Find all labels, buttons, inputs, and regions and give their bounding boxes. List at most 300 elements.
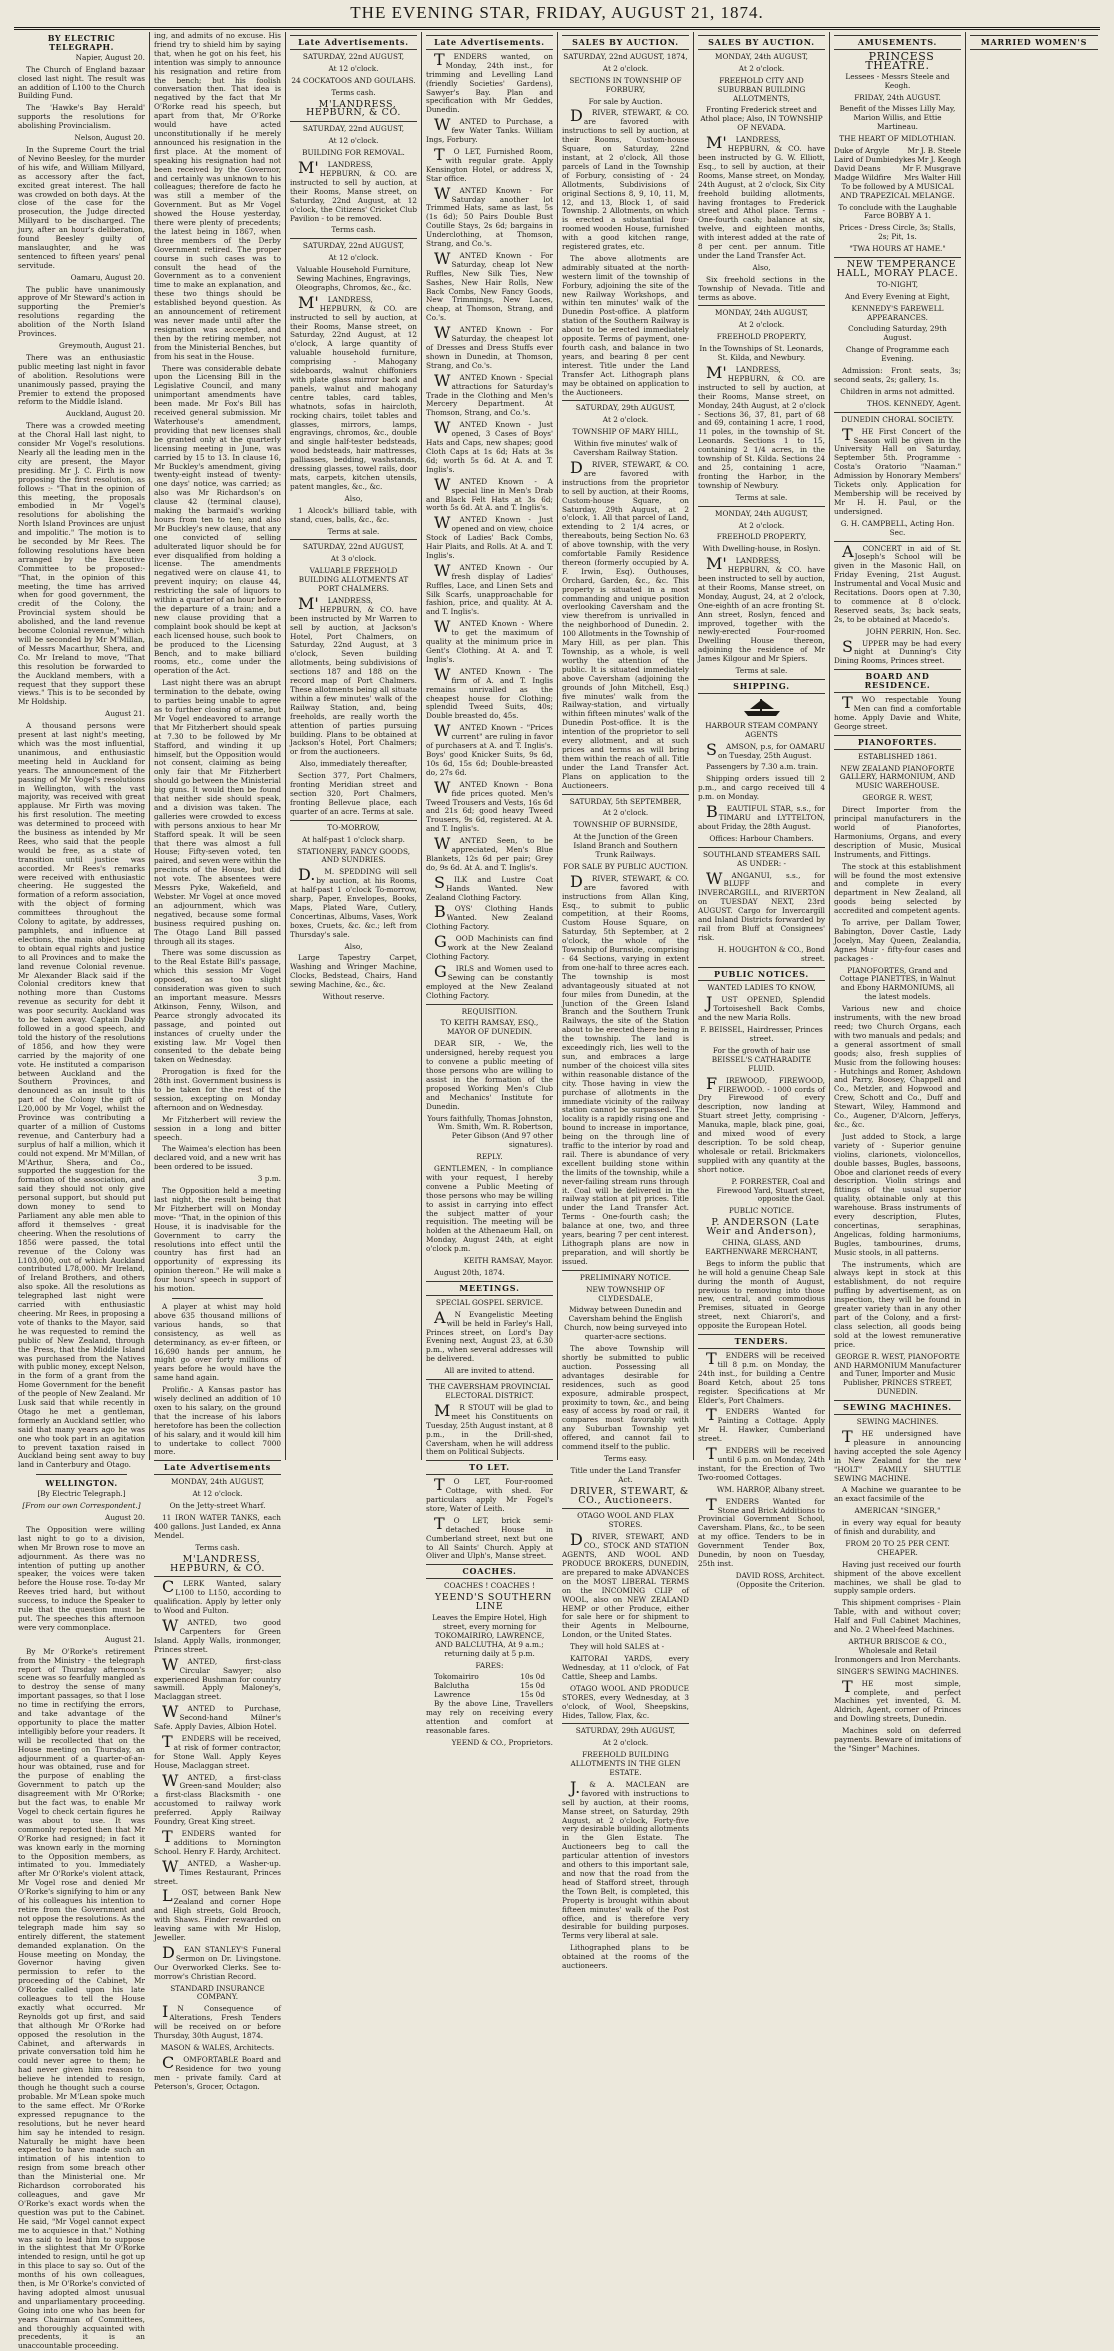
ad-heading: STANDARD INSURANCE COMPANY. [170, 1983, 265, 2002]
ad-date: MONDAY, 24th AUGUST, [171, 1477, 264, 1487]
news-paragraph: The Waimea's election has been declared void, and a new writ has been ordered to be issued. [154, 1144, 281, 1172]
ad-time: At 2 o'clock. [602, 808, 649, 818]
ad-signature: Yours faithfully, Thomas Johnston, Wm. Smith, Wm. R. Robertson, Peter Gibson (And 97 other signatures). [427, 1113, 553, 1150]
column-3 [286, 32, 422, 1460]
ad-signature: JOHN PERRIN, Hon. Sec. [866, 626, 961, 636]
cast-role: Laird of Dumbiedykes [834, 154, 916, 164]
ad-title: KENNEDY'S FAREWELL APPEARANCES. [851, 303, 944, 322]
ad-terms: Terms cash. [331, 225, 376, 235]
divider [36, 1474, 127, 1475]
ad-time: At 3 o'clock. [330, 554, 377, 564]
classified-ad: BOYS' Clothing Hands Wanted. New Zealand Clothing Factory. [426, 902, 553, 932]
ad-title: "TWA HOURS AT HAME." [849, 244, 946, 254]
ad-title: STATIONERY, FANCY GOODS, AND SUNDRIES. [296, 846, 411, 865]
ad-text: A Machine we guarantee to be an exact facsimile of the [834, 1485, 961, 1504]
column-2 [150, 31, 286, 2091]
column-1 [14, 32, 150, 2351]
ad-terms: Terms easy. [604, 1453, 647, 1463]
ad-title: SECTIONS IN TOWNSHIP OF FORBURY, [569, 75, 682, 94]
classified-ad: WANTED Known - Just opened, 3 Cases of Boys' Hats and Caps, new shapes; good Cloth Caps at 1s 6d; Hats at 3s 6d; worth 5s 6d. At A. and T. Inglis's. [426, 418, 553, 474]
ad-text: The stock at this establishment will be found the most extensive and complete in every department in New Zealand, all goods being selected by accredited and competent agents. [834, 861, 961, 916]
news-paragraph: The public have unanimously approve of Mr Steward's action in supporting the Premier's resolutions regarding the abolition of the North Island Provinces. [18, 284, 145, 339]
ad-sub: Change of Programme each Evening. [845, 345, 950, 364]
ad-signature: THOS. KENNEDY, Agent. [866, 398, 961, 408]
classified-ad: WANTED, first-class Circular Sawyer; also experienced Bushman for country sawmill. Apply Maloney's, Maclaggan street. [154, 1654, 281, 1702]
ad-text: Leaves the Empire Hotel, High street, every morning for TOKOMAIRIRO, LAWRENCE, AND BALCLUTHA, At 9 a.m.; returning daily at 5 p.m. [432, 1613, 547, 1658]
ad-text: Machines sold on deferred payments. Beware of imitations of the "Singer" Machines. [834, 1726, 961, 1753]
classified-ad: WANTED, a Washer-up. Times Restaurant, Princes street. [154, 1856, 281, 1886]
ad-place: On the Jetty-street Wharf. [169, 1501, 266, 1511]
ad-title: TOWNSHIP OF BURNSIDE, [573, 820, 678, 830]
ad-firm: M'LANDRESS, HEPBURN, & CO. [170, 1553, 265, 1574]
ad-signature: GEORGE R. WEST, PIANOFORTE AND HARMONIUM Manufacturer and Tuner, Importer and Music Publisher, PRINCES STREET, DUNEDIN. [834, 1351, 961, 1397]
classified-ad: TENDERS will be received till 8 p.m. on Monday, the 24th inst., for building a Centre Board Ketch, about 25 tons register. Specifications at Mr Elder's, Port Chalmers. [698, 1349, 825, 1405]
ad-heading: REQUISITION. [461, 1006, 518, 1016]
ad-title: YEEND'S SOUTHERN LINE [434, 1592, 553, 1613]
section-heading: BOARD AND RESIDENCE. [834, 669, 961, 693]
ad-text: By the above Line, Travellers may rely on receiving every attention and comfort at reasonable fares. [426, 1699, 553, 1735]
ad-sub: At the Junction of the Green Island Branch and Southern Trunk Railways. [573, 832, 678, 860]
ad-signature: P. FORRESTER, Coal and Firewood Yard, Stuart street, opposite the Gaol. [716, 1176, 825, 1204]
ad-sub: Fronting Frederick street and Athol place; Also, IN TOWNSHIP OF NEVADA. [700, 105, 823, 133]
news-paragraph: Prolific.- A Kansas pastor has wisely declined an addition of 10 oxen to his salary, on the ground that the increase of his labors heretofore has been the collection of his salary, and it would kill him to undertake to collect 7000 more. [154, 1385, 281, 1457]
classified-ad: WANTED Known - Special attractions for Saturday's Trade in the Clothing and Men's Mercery Department. At Thomson, Strang, and Co.'s. [426, 370, 553, 418]
ad-text: Direct Importer from the principal manufacturers in the world of Pianofortes, Harmoniums, Organs, and every description of Music, Musical Instruments, and Fittings. [834, 805, 961, 859]
ad-text: To arrive, per Dallam Tower, Babington, Dover Castle, Lady Jocelyn, May Queen, Zealandia, Agnes Muir - fifty-four cases and packages - [834, 918, 961, 963]
cast-role: Duke of Argyle [834, 146, 890, 156]
ad-text: THE most simple, complete, and perfect Machines yet invented, G. M. Aldrich, Agent, corner of Princes and Dowling streets, Dunedin. [834, 1676, 961, 1724]
ad-text: 11 IRON WATER TANKS, each 400 gallons. Just Landed, ex Anna Mendel. [154, 1513, 281, 1540]
ad-heading: COACHES ! COACHES ! [443, 1581, 536, 1591]
ad-date: TO-MORROW, [327, 822, 380, 832]
section-heading: Late Advertisements [154, 1460, 281, 1475]
fare-price: 15s 0d [520, 1690, 545, 1700]
classified-ad: TENDERS will be received, at risk of former contractor, for Stone Wall. Apply Keyes House, Maclaggan street. [154, 1731, 281, 1770]
ad-text: WANGANUI, s.s., for BLUFF and INVERCARGILL, and RIVERTON on TUESDAY NEXT, 23rd AUGUST. Cargo for Invercargill and Inland Districts forwarded by rail from Bluff at Consignees' risk. [698, 868, 825, 942]
ad-text: All are invited to attend. [444, 1366, 535, 1376]
ad-heading: SOUTHLAND STEAMERS SAIL AS UNDER: - [702, 849, 821, 868]
ad-title: Valuable Household Furniture, Sewing Machines, Engravings, Oleographs, Chromos, &c., &c. [295, 265, 412, 292]
classified-ad: SILK and Lustre Coat Hands Wanted. New Zealand Clothing Factory. [426, 872, 553, 902]
ad-text: MR STOUT will be glad to meet his Constituents on Tuesday, 25th August instant, at 8 p.m., in the Drill-shed, Caversham, when he will address them on Political Subjects. [426, 1400, 553, 1457]
section-heading: SALES BY AUCTION. [562, 35, 689, 50]
columns [14, 31, 1102, 2351]
ad-title: SPECIAL GOSPEL SERVICE. [435, 1297, 544, 1307]
cast-role: Madge Wildfire [834, 172, 892, 182]
ad-date: SATURDAY, 29th AUGUST, [575, 1726, 676, 1736]
news-paragraph: ing, and admits of no excuse. His friend try to shield him by saying that, when he got on his feet, his intention was simply to announce his resignation and retire from the bench; but his foolish conversation then. That idea is negatived by the fact that Mr O'Rorke read his speech, but apart from that, Mr O'Rorke would have acted unconstitutionally if he merely announced his resignation in the first place. At the moment of speaking his resignation had not been received by the Governor, and certainly was unknown to his colleagues; therefore de facto he was still a member of the Government. But as Mr Vogel showed the House yesterday, there were plenty of precedents; the latest being in 1867, when three members of the Derby Government retired. The proper course in such cases was to consult the head of the Government as to a convenient time to make an explanation, and these two things should be established beyond question. As an announcement of retirement was never made until after the resignation was accepted, and then by the retiring member, not from the Ministerial Benches, but from his seat in the House. [154, 31, 281, 361]
divider [834, 412, 961, 413]
fare-price: 15s 0d [520, 1681, 545, 1691]
ad-heading: PUBLIC NOTICE. [728, 1206, 795, 1216]
ad-text: Prices - Dress Circle, 3s; Stalls, 2s; Pit, 1s. [839, 223, 956, 242]
ad-date: FRIDAY, 24th AUGUST. [854, 92, 941, 102]
classified-ad: TENDERS Wanted for Painting a Cottage. Apply Mr H. Hawker, Cumberland street. [698, 1405, 825, 1444]
classified-ad: WANTED Known - For Saturday, cheap lot New Ruffles, New Silk Ties, New Sashes, New Hair Rolls, New Back Combs, New Fancy Goods, New Trimmings, New Laces, cheap, at Thomson, Strang, and Co.'s. [426, 248, 553, 323]
ad-title: FREEHOLD PROPERTY, [716, 532, 807, 542]
ad-date: TO-NIGHT, [876, 279, 919, 289]
section-heading: TO LET. [426, 1460, 553, 1475]
ad-sub: With Dwelling-house, in Roslyn. [702, 544, 821, 554]
classified-ad: TO LET, brick semi-detached House in Cumberland street, next but one to All Saints' Church. Apply at Oliver and Ulph's, Manse street. [426, 1513, 553, 1561]
ad-signature: ARTHUR BRISCOE & CO., Wholesale and Retail Ironmongers and Iron Merchants. [834, 1637, 961, 1664]
ad-terms: Terms at sale. [735, 492, 788, 502]
ad-text: M'LANDRESS, HEPBURN, & CO. have been instructed by Mr Warren to sell by auction, at Jackson's Hotel, Port Chalmers, on Saturday, 22nd August, at 3 o'clock, Seven building allotments, being subdivisions of sections 187 and 188 on the record map of Port Chalmers. These allotments being all situate within a few minutes' walk of the Railway Station, and, being freeholds, are really worth the attention of parties pursuing building. Plans to be obtained at Jackson's Hotel, Port Chalmers; or from the auctioneers. [290, 593, 417, 757]
ad-text: Passengers by 7.30 a.m. train. [706, 762, 819, 772]
ad-time: At 2 o'clock. [738, 520, 785, 530]
classified-ad: GOOD Machinists can find work at the New Zealand Clothing Factory. [426, 932, 553, 961]
ad-title: FROM 20 TO 25 PER CENT. CHEAPER. [845, 1538, 950, 1557]
ad-sub: Benefit of the Misses Lilly May, Marion Willis, and Ettie Martineau. [839, 104, 956, 132]
divider [172, 1298, 263, 1299]
ad-text: M'LANDRESS, HEPBURN, & CO. are instructed to sell by auction, at their Rooms, Manse street, on Saturday, 22nd August, at 12 o'clock, A large quantity of valuable household furniture, comprising - Mahogany sideboards, walnut chiffoniers with plate glass mirror back and panels, walnut and mahogany centre tables, card tables, whatnots, sofas in haircloth, rocking chairs, toilet tables and glasses, mirrors, lamps, engravings, chromos, &c., double and single half-tester bedsteads, wood bedsteads, hair mattresses, palliasses, bedding, washstands, dressing glasses, towel rails, door mats, carpets, kitchen utensils, patent mangles, &c., &c. [290, 292, 417, 491]
ad-text: To be followed by A MUSICAL AND TRAPEZICAL MELANGE. [840, 181, 955, 200]
ad-title: NEW ZEALAND PIANOFORTE GALLERY, HARMONIUM, AND MUSIC WAREHOUSE. [839, 763, 956, 791]
ad-signature: DAVID ROSS, Architect. (Opposite the Criterion. [735, 1570, 825, 1589]
news-paragraph: In the Supreme Court the trial of Nevino Beesley, for the murder of his wife, and William Millyard, as accessory after the fact, excited great interest. The hall was crowded on both days. At the close of the case for the prosecution, the Judge directed Millyard to be discharged. The jury, after an hour's deliberation, found Beesley guilty of manslaughter, and he was sentenced to fifteen years' penal servitude. [18, 144, 145, 270]
fare-place: Tokomairiro [434, 1672, 479, 1682]
ad-terms: Without reserve. [322, 992, 385, 1002]
ad-heading: OTAGO WOOL AND FLAX STORES. [577, 1511, 674, 1530]
divider [698, 305, 825, 306]
ad-text: BEAUTIFUL STAR, s.s., for TIMARU and LYTTELTON, about Friday, the 28th August. [698, 802, 825, 831]
ad-time: At 2 o'clock. [738, 320, 785, 330]
ad-terms: Title under the Land Transfer Act. [570, 1465, 681, 1484]
divider [290, 539, 417, 540]
dateline: August 21. [105, 1634, 145, 1644]
dateline: Napier, August 20. [75, 52, 145, 62]
ad-terms: Terms cash. [195, 1542, 240, 1552]
cast-actor: Mrs Walter Hill [904, 172, 961, 182]
section-heading: SALES BY AUCTION. [698, 35, 825, 50]
ad-text: DEAR SIR, - We, the undersigned, hereby request you to convene a public meeting of those persons who are willing to assist in the formation of the proposed Working Men's Club and Mechanics' Institute for Dunedin. [426, 1039, 553, 1111]
classified-ad: WANTED Known - For Saturday, the cheapest lot of Dresses and Dress Stuffs ever shown in Dunedin, at Thomson, Strang, and Co.'s. [426, 323, 553, 370]
ad-text: AN Evangelistic Meeting will be held in Farley's Hall, Princes street, on Lord's Day Evening next, August 23, at 6.30 p.m., when several addresses will be delivered. [426, 1307, 553, 1364]
classified-ad: WANTED Known - For Saturday another lot Trimmed Hats, same as last, 5s (1s 6d); 50 Pairs Double Bust Coutille Stays, 2s 6d; bargains in Underclothing, at Thomson, Strang, and Co.'s. [426, 183, 553, 249]
ad-signature: WM. HARROP, Albany street. [716, 1484, 825, 1494]
classified-ad: CLERK Wanted, salary L100 to L150, according to qualification. Apply by letter only to Wood and Fulton. [154, 1577, 281, 1616]
section-heading: MARRIED WOMEN'S [970, 35, 1098, 50]
ad-text: SUPPER may be had every night at Dunning's City Dining Rooms, Princes street. [834, 636, 961, 666]
ad-text: Offices: Harbour Chambers. [709, 833, 814, 843]
ad-title: P. ANDERSON (Late Weir and Anderson), [706, 1217, 820, 1238]
ad-time: At 2 o'clock. [602, 415, 649, 425]
ad-text: OTAGO WOOL AND PRODUCE STORES, every Wednesday, at 3 o'clock, of Wool, Sheepskins, Hides, Tallow, Flax, &c. [562, 1683, 689, 1720]
classified-ad: WANTED to Purchase, Second-hand Milner's Safe. Apply Davies, Albion Hotel. [154, 1702, 281, 1732]
divider [562, 400, 689, 401]
ad-text: Large Tapestry Carpet, Washing and Wringer Machine, Clocks, Bedstead, Chairs, Hand sewing Machine, &c., &c. [290, 953, 417, 990]
divider [698, 506, 825, 507]
ad-heading: SINGER'S SEWING MACHINES. [836, 1666, 959, 1676]
divider [562, 1270, 689, 1271]
ad-title: FREEHOLD PROPERTY, [716, 332, 807, 342]
ad-text: in every way equal for beauty of finish and durability, and [834, 1518, 961, 1537]
news-paragraph: A player at whist may hold above 635 thousand millions of various hands, so that consistency, as well as determinancy, as ev-er fifteen, or 16,690 hands per annum, he might go over forty millions of years before he would have the same hand again. [154, 1301, 281, 1383]
ad-sub: Midway between Dunedin and Caversham behind the English Church, now being surveyed into quarter-acre sections. [564, 1305, 687, 1342]
ad-title: FREEHOLD CITY AND SUBURBAN BUILDING ALLOTMENTS, [717, 75, 806, 103]
classified-ad: WANTED Known - Our fresh display of Ladies' Ruffles, Lace, and Linen Sets and Silk Scarfs, unapproachable for fashion, price, and quality. At A. and T. Inglis's. [426, 560, 553, 617]
hall-name: NEW TEMPERANCE HALL, MORAY PLACE. [836, 259, 959, 279]
ad-date: SATURDAY, 5th SEPTEMBER, [569, 796, 682, 806]
news-paragraph: There was some discussion as to the Real Estate Bill's passage, which this session Mr Vogel opposed, as too slight consideration was given to such an important measure. Messrs Atkinson, Fenny, Wilson, and Pearce strongly advocated its passage, and pointed out instances of cruelty under the existing law. Mr Vogel then consented to the debate being taken on Wednesday. [154, 948, 281, 1065]
ad-time: At 12 o'clock. [328, 136, 379, 146]
masthead-rule [14, 27, 1100, 28]
ad-text: KAITORAI YARDS, every Wednesday, at 11 o'clock, of Fat Cattle, Sheep and Lambs. [562, 1654, 689, 1681]
ad-text: Having just received our fourth shipment of the above excellent machines, we shall be glad to supply sample orders. [834, 1559, 961, 1596]
ad-heading: REPLY. [476, 1152, 503, 1162]
ad-also: Also, immediately thereafter, [299, 759, 408, 769]
ad-title: THE HEART OF MIDLOTHIAN. [839, 134, 956, 144]
ad-text: Just added to Stock, a large variety of - Superior genuine violins, clarionets, violoncellos, double basses, Bugles, bassoons, Oboe and clarionet reeds of every description. Violin strings and fittings of the usual superior quality, obtainable only at this warehouse. Brass instruments of every description, Flutes, concertinas, seraphinas, Angelicas, folding harmoniums, Bugles, tambourines, drums, Music stools, in all patterns. [834, 1131, 961, 1257]
news-paragraph: The 'Hawke's Bay Herald' supports the resolutions for abolishing Provincialism. [18, 103, 145, 131]
classified-ad: WANTED Known - A special line in Men's Drab and Black Felt Hats at 3s 6d; worth 5s 6d. At A. and T. Inglis's. [426, 474, 553, 513]
ad-time: At 2 o'clock. [602, 63, 649, 73]
divider [562, 1508, 689, 1509]
ad-date: MONDAY, 24th AUGUST, [715, 508, 808, 518]
ad-sub: Within five minutes' walk of Caversham Railway Station. [573, 439, 678, 458]
column-4 [422, 32, 558, 1747]
dateline: August 21. [105, 709, 145, 719]
ad-time: At half-past 1 o'clock sharp. [302, 834, 405, 844]
classified-ad: DEAN STANLEY'S Funeral Sermon on Dr. Livingstone. Our Overworked Clerks. See to-morrow's Christian Record. [154, 1942, 281, 1981]
ad-time: At 2 o'clock. [738, 63, 785, 73]
ad-text: Begs to inform the public that he will hold a genuine Cheap Sale during the month of August, previous to removing into those new, central, and commodious Premises, situated in George street, next Chiarori's, and opposite the European Hotel. [698, 1258, 825, 1331]
ad-date: SATURDAY, 22nd AUGUST, 1874, [563, 51, 688, 61]
news-paragraph: Mr Fitzherbert will review the session in a long and bitter speech. [154, 1114, 281, 1142]
news-paragraph: The Opposition held a meeting last night, the result being that Mr Fitzherbert will on Monday move- "That, in the opinion of this House, it is inadvisable for the Government to carry the resolutions into effect until the country has first had an opportunity of expressing its opinion thereon." He will make a four hours' speech in support of his motion. [154, 1186, 281, 1294]
ad-text: The instruments, which are always kept in stock at this establishment, do not require puffing by advertisement, as on inspection, they will be found in greater variety than in any other part of the Colony, and a first-class selection, all goods being sold at the lowest remunerative price. [834, 1259, 961, 1349]
ad-firm: M'LANDRESS, HEPBURN, & CO. [306, 98, 401, 119]
ad-text: ACONCERT in aid of St. Joseph's School will be given in the Masonic Hall, on Friday Evening, 21st August. Instrumental and Vocal Music and Recitations. Doors open at 7.30, to commence at 8 o'clock. Reserved seats, 3s; back seats, 2s, to be obtained at Macedo's. [834, 541, 961, 624]
classified-ad: WANTED to Purchase, a few Water Tanks. William Ings, Forbury. [426, 115, 553, 145]
ad-date: MONDAY, 24th AUGUST, [715, 308, 808, 318]
divider [290, 121, 417, 122]
classified-ad: TENDERS wanted for additions to Mornington School. Henry F. Hardy, Architect. [154, 1827, 281, 1856]
fare-price: 10s 0d [520, 1672, 545, 1682]
classified-ad: WANTED Known - "Prices current" are ruling in favor of purchasers at A. and T. Inglis's. Boys' good Knicker Suits, 9s 6d, 10s 6d, 15s 6d; Double-breasted do, 27s 6d. [426, 721, 553, 777]
classified-ad: TENDERS Wanted for Stone and Brick Additions to Provincial Government School, Caversham. Plans, &c., to be seen at my office. Tenders to be in Government Tender Box, Dunedin, by noon on Tuesday, 25th inst. [698, 1494, 825, 1568]
ad-text: DRIVER, STEWART, AND CO., STOCK AND STATION AGENTS, AND WOOL AND PRODUCE BROKERS, DUNEDIN, are prepared to make ADVANCES on the MOST LIBERAL TERMS on the INCOMING CLIP of WOOL, also on NEW ZEALAND HEMP or other Produce, either for sale here or for shipment to their Agents in Melbourne, London, or the United States. [562, 1530, 689, 1640]
news-paragraph: There was a crowded meeting at the Choral Hall last night, to consider Mr Vogel's resolutions. Nearly all the leading men in the city are present, the Mayor presiding. Mr J. C. Firth is now proposing the first resolution, as follows :- "That in the opinion of this meeting, the proposals embodied in Mr Vogel's resolutions for abolishing the North Island Provinces are unjust and impolitic." The motion is to be seconded by Mr Rees. The following resolutions have been arranged by the Executive Committee to be proposed:- "That, in the opinion of this meeting, the time has arrived when for good government, the credit of the Colony, the Provincial system should be abolished, and the land revenue become Colonial revenue," which will be seconded by Mr M'Millan, of Messrs Macarthur, Shera, and Co. Mr Ireland to move, "That this resolution be forwarded to the Auckland members, with a request that they support these views." This is to be seconded by Mr Holdship. [18, 421, 145, 707]
news-paragraph: A thousand persons were present at last night's meeting, which was the most influential, unanimous, and enthusiastic meeting held in Auckland for years. The announcement of the passing of Mr Vogel's resolutions in Wellington, with the vast majority, was received with great applause. Mr Firth was moving his first resolution. The meeting was determined to proceed with the business as intended by Mr Rees, who said that the people would be free, as a state of transition until justice was accorded. Mr Rees's remarks were received with enthusiastic cheering. He suggested the formation of a reform association, with the object of forming committees throughout the Colony to agitate, by addresses, pamphlets, and influence at elections, the main object being to obtain equal rights and justice to all Provinces and to make the land revenue Colonial revenue. Mr Alexander Black said if the Colonial creditors knew that nothing more than Customs revenue as security for debt it was poor security. Auckland was to be taken away. Captain Daldy followed in a good speech, and told the history of the resolutions of 1856, and how they were carried by the majority of one vote. He instituted a comparison between Auckland and the Southern Provinces, and denounced as an insult to this part of the Colony the gift of L20,000 by Mr Vogel, whilst the Province was contributing a quarter of a million of Customs revenue, and Canterbury had a surplus of half a million, which it could not expend. Mr M'Millan, of M'Arthur, Shera, and Co., supported the suggestion for the formation of the association, and said they should not only give personal support, but should put down money to send to Parliament any able men able to afford it themselves - great cheering. When the resolutions of 1856 were passed, the total revenue of the Colony was L103,000, out of which Auckland contributed L78,000. Mr Ireland, of Ireland Brothers, and others also spoke. All the resolutions as telegraphed last night were carried with enthusiastic cheering. Mr Rees, in proposing a vote of thanks to the Mayor, said he was requested to remind the public of New Zealand, through the Press, that the Middle Island was purchased from the Natives with public money, except Nelson, in the form of a grant from the Home Government for the benefit of the people of New Zealand. Mr Lusk said that while recently in Otago he met a gentleman, formerly an Auckland settler, who said that many years ago he was one who took part in an agitation to prevent taxation raised in Auckland being sent away to buy land in Canterbury and Otago. [18, 721, 145, 1470]
ad-text: DRIVER, STEWART, & CO. are favored with instructions from Allan King, Esq., to submit to public competition, at their Rooms, Custom House Square, on Saturday, 5th September, at 2 o'clock, the whole of the Township of Burnside, comprising - 64 Sections, varying in extent from one-half to three acres each. The township is most advantageously situated at not four miles from Dunedin, at the Junction of the Green Island Branch and the Southern Trunk Railways, the site of the Station about to be erected there being in the township. The land is exceedingly rich, lies well to the sun, and embraces a large number of the choicest villa sites within reasonable distance of the city. Those having in view the purchase of allotments in the immediate vicinity of the railway station cannot be surpassed. The locality is a rapidly rising one and bound to increase in importance, being on the through line of traffic to the interior by road and rail. There is abundance of very excellent building stone within the limits of the township, while a never-failing stream runs through it. Coal will be delivered in the railway station at pit prices. Title under the Land Transfer Act. Terms - One-fourth cash; the balance at one, two, and three years, bearing 7 per cent interest. Lithograph plans are now in preparation, and will shortly be issued. [562, 871, 689, 1266]
ad-text: THE undersigned have pleasure in announcing having accepted the sole Agency in New Zealand for the new "HOLT" FAMILY SHUTTLE SEWING MACHINE. [834, 1426, 961, 1483]
ad-text: They will hold SALES at - [570, 1642, 665, 1652]
classified-ad: WANTED, a first-class Green-sand Moulder; also a first-class Blacksmith - one accustomed to railway work preferred. Apply Railway Foundry, Great King street. [154, 1770, 281, 1827]
ad-text: GENTLEMEN, - In compliance with your request, I hereby convene a Public Meeting of those persons who may be willing to assist in carrying into effect the subject matter of your requisition. The meeting will be holden at the Athenaeum Hall, on Monday, August 24th, at eight o'clock p.m. [426, 1164, 553, 1254]
section-heading: WELLINGTON. [45, 1478, 118, 1489]
ad-time: At 12 o'clock. [192, 1489, 243, 1499]
dateline: August 20. [105, 1513, 145, 1522]
ad-text: 1 Alcock's billiard table, with stand, cues, balls, &c., &c. [290, 505, 417, 524]
ad-time: At 12 o'clock. [328, 253, 379, 263]
ad-text: Section 377, Port Chalmers, fronting Meridian street and section 320, Port Chalmers, fronting Bellevue place, each quarter of an acre. Terms at sale. [290, 771, 417, 816]
ad-terms: Terms cash. [331, 87, 376, 97]
ad-title: TOWNSHIP OF MARY HILL, [572, 427, 679, 437]
fare-place: Lawrence [434, 1690, 471, 1700]
ad-terms: Terms at sale. [327, 526, 380, 536]
masthead-rule-2 [14, 29, 1100, 30]
divider [698, 847, 825, 848]
ad-title: BUILDING FOR REMOVAL. [302, 148, 405, 158]
dateline: 3 p.m. [257, 1174, 281, 1184]
ad-date: August 20th, 1874. [434, 1268, 505, 1277]
dateline: Oamaru, August 20. [70, 272, 145, 282]
ad-heading: TO KEITH RAMSAY, ESQ., MAYOR OF DUNEDIN. [440, 1018, 539, 1037]
ad-signature: H. HOUGHTON & CO., Bond street. [717, 944, 825, 963]
ad-text: D.M. SPEDDING will sell by auction, at his Rooms, at half-past 1 o'clock To-morrow, sharp, Paper, Envelopes, Books, Maps, Plated Ware, Cutlery, Concertinas, Albums, Vases, Work boxes, Cruets, &c. &c.; left from Thursday's sale. [290, 865, 417, 939]
dateline: Auckland, August 20. [65, 409, 145, 419]
ad-text: Lithographed plans to be obtained at the rooms of the auctioneers. [562, 1943, 689, 1971]
section-heading: Late Advertisements. [426, 35, 553, 50]
ad-text: DRIVER, STEWART, & CO. are favored with instructions to sell by auction, at their Rooms, Custom-house Square, on Saturday, 22nd instant, at 2 o'clock, All those parcels of Land in the Township of Forbury, consisting of - 24 Allotments, Subdivisions of original Sections 8, 9, 10, 11, M, 12, and 13, Block 1, of said Township. 2 Allotments, on which is erected a substantial four-roomed wooden House, furnished with a good kitchen range, registered grates, etc. [562, 106, 689, 252]
ad-text: This shipment comprises - Plain Table, with and without cover; Half and Full Cabinet Machines, and No. 2 Wheel-feed Machines. [834, 1598, 961, 1635]
section-heading: PIANOFORTES. [834, 735, 961, 750]
classified-ad: WANTED Known - Just opened and on view, choice Stock of Ladies' Back Combs, Hair Plaits, and Rolls. At A. and T. Inglis's. [426, 513, 554, 560]
ad-text: Children in arms not admitted. [840, 386, 955, 396]
ad-heading: WANTED LADIES TO KNOW, [707, 983, 816, 993]
ad-firm: DRIVER, STEWART, & CO., Auctioneers. [570, 1485, 689, 1506]
news-paragraph: The Church of England bazaar closed last night. The result was an addition of L100 to the Church Building Fund. [18, 64, 145, 101]
section-heading: BY ELECTRIC TELEGRAPH. [47, 33, 116, 52]
ad-heading: DUNEDIN CHORAL SOCIETY. [841, 414, 954, 424]
ad-signature: F. BEISSEL, Hairdresser, Princes street. [700, 1025, 823, 1043]
news-paragraph: Last night there was an abrupt termination to the debate, owing to parties being unable to agree as to further closing of same, but Mr Vogel endeavored to arrange that Mr Fitzherbert should speak at 7.30 to be followed by Mr Stafford, and winding it up himself, but the Opposition would not consent, claiming as being only fair that Mr Fitzherbert should go between the Ministerial big guns. It would then be found that neither side should speak, and a division was taken. The galleries were crowded to excess with persons anxious to hear Mr Stafford speak. It will be seen that there was almost a full House; Fifty-seven voted, ten paired, and seven were within the precincts of the House, but did not vote. The absentees were Messrs Pyke, Wakefield, and Webster. Mr Vogel at once moved an adjournment, which was negatived, because some formal business required pushing on. The Otago Land Bill passed through all its stages. [154, 678, 281, 946]
ad-text: M'LANDRESS, HEPBURN, & CO. have been instructed by G. W. Elliott, Esq., to sell by auction, at their Rooms, Manse street, on Monday, 24th August, at 2 o'clock, Six City freehold building allotments, having frontages to Frederick street and Athol place. Terms - One-fourth cash; balance at six, twelve, and eighteen months, with interest added at the rate of 8 per cent. per annum. Title under the Land Transfer Act. [698, 133, 825, 260]
ad-sub: ESTABLISHED 1861. [858, 751, 937, 761]
ad-text: FIREWOOD, FIREWOOD, FIREWOOD. - 1000 cords of Dry Firewood of every description, now landing at Stuart street Jetty, comprising - Manuka, maple, black pine, goai, and mixed wood of every description. To be sold cheap, wholesale or retail. Brickmakers supplied with any quantity at the short notice. [698, 1073, 825, 1174]
section-subheading: [From our own Correspondent.] [22, 1501, 141, 1511]
fares-heading: FARES: [475, 1660, 504, 1670]
news-paragraph: Prorogation is fixed for the 28th inst. Government business is to be taken for the rest of the session, excepting on Monday afternoon and on Wednesday. [154, 1067, 281, 1112]
dateline: Greymouth, August 21. [59, 341, 145, 350]
section-heading: SEWING MACHINES. [834, 1400, 961, 1415]
section-heading: COACHES. [426, 1564, 553, 1579]
ad-also: Also, [752, 262, 771, 272]
ad-sub: In the Townships of St. Leonards, St. Kilda, and Newbury. [699, 344, 824, 363]
ad-heading: HARBOUR STEAM COMPANY AGENTS [705, 720, 818, 739]
ad-heading: GEORGE R. WEST, [862, 793, 933, 803]
ad-text: To conclude with the Laughable Farce BOBBY A 1. [838, 202, 957, 221]
section-heading: MEETINGS. [426, 1281, 553, 1296]
ad-sub: FOR SALE BY PUBLIC AUCTION. [563, 861, 688, 871]
theatre-name: PRINCESS THEATRE. [865, 49, 935, 72]
ad-time: At 12 o'clock. [328, 63, 379, 73]
section-heading: AMUSEMENTS. [834, 35, 961, 50]
classified-ad: LOST, between Bank New Zealand and corner Hope and High streets, Gold Brooch, with Shaws. Finder rewarded on leaving same with Mr Hislop, Jeweller. [154, 1886, 281, 1942]
ad-text: M'LANDRESS, HEPBURN, & CO. are instructed to sell by auction, at their Rooms, Manse street, on Monday, 24th August, at 2 o'clock - Sections 36, 37, 81, part of 68 and 69, containing 1 acre, 1 rood, 11 poles, in the township of St. Leonards. Sections 1 to 15, containing 2 1/4 acres, in the township of St. Kilda. Sections 24 and 25, containing 1 acre, fronting the Harbor, in the township of Newbury. [698, 363, 825, 490]
news-paragraph: By Mr O'Rorke's retirement from the Ministry - the telegraph report of Thursday afternoon's scene was so fearfully mangled as to destroy the sense of many important passages, so that I lose no time in rectifying the errors, and take advantage of the opportunity to place the matter intelligibly before your readers. It will be recollected that on the House meeting on Thursday, an adjournment of a quarter-of-an-hour was obtained, ruse and for the purpose of enabling the Government to patch up the disagreement with Mr O'Rorke; but the fact was, to enable Mr Vogel to check certain figures he was about to use. It was commonly reported then that Mr O'Rorke had resigned; in fact it was known early in the morning to the Opposition members, as intimated to you. Immediately after Mr O'Rorke's violent attack, Mr Vogel rose and denied Mr O'Rorke's signifying to him or any of his colleagues his intention to retire from the Government and not oppose the resolutions. As the telegraph made him say so entirely different, the statement demanded explanation. On the House meeting on Monday, the Governor having given permission to refer to the proceeding of the Cabinet, Mr O'Rorke called upon his late colleagues to tell the House exactly what occurred. Mr Reynolds got up first, and said that although Mr O'Rorke had opposed the resolution in the Cabinet, and afterwards in private conversation told him he could never agree to them; he had never given him reason to believe he intended to resign, though he thought such a course probable. Mr M'Lean spoke much to the same effect. Mr O'Rorke expressed repugnance to the resolutions, but he never heard him say he intended to resign. Naturally he might have been expected to have made such an intimation of his intention to resign from some breach other than the Ministerial one. Mr Richardson corroborated his colleagues, and gave Mr O'Rorke's exact words when the question was put to the Cabinet. He said, "Mr Vogel cannot expect me to acquiesce in that." Nothing was said to lead him to suppose in the slightest that Mr O'Rorke intended to resign, until he got up in this place to say so. Out of the months of his own colleagues, then, is Mr O'Rorke's convicted of having adopted almost unusual and unparliamentary proceeding. Going into one who has been for years Chairman of Committees, and thoroughly acquainted with precedents, it is an unaccountable proceeding. [18, 1646, 145, 2351]
classified-ad: WANTED Known - The firm of A. and T. Inglis remains unrivalled as the cheapest house for Clothing; splendid Tweed Suits, 40s; Double breasted do, 45s. [426, 664, 553, 721]
ad-date: MONDAY, 24th AUGUST, [715, 51, 808, 61]
ad-signature: KEITH RAMSAY, Mayor. [463, 1256, 553, 1266]
classified-ad: WANTED Seen, to be appreciated, Men's Blue Blankets, 12s 6d per pair; Grey do, 9s 6d. At A. and T. Inglis's. [426, 834, 553, 872]
ad-text: Various new and choice instruments, with the new broad reed; two Church Organs, each with two manuals and pedals; and a general assortment of small goods; also, fresh supplies of Music from the following houses: - Hutchings and Romer, Ashdown and Parry, Boosey, Chappell and Co., Metzler, and Hopwood and Crew, Schott and Co., Duff and Stewart, Wiley, Hammond and Co., Augener, D'Alcorn, Jefferys, &c., &c. [834, 1004, 961, 1129]
classified-ad: COMFORTABLE Board and Residence for two young men - private family. Card at Peterson's, Grocer, Octagon. [154, 2052, 281, 2091]
cast-actor: Mr J. B. Steele [907, 146, 961, 156]
ad-title: THE CAVERSHAM PROVINCIAL ELECTORAL DISTRICT. [428, 1382, 551, 1400]
ad-text: THE First Concert of the Season will be given in the University Hall on Saturday, September 5th. Programme - Costa's Oratorio "Naaman." Admission by Honorary Members' Tickets only. Application for Membership will be received by Mr H. H. Paul, or the undersigned. [834, 424, 961, 516]
ad-text: J.& A. MACLEAN are favored with instructions to sell by auction, at their rooms, Manse street, on Saturday, 29th August, at 2 o'clock, Forty-five very desirable building allotments in the Glen Estate. The Auctioneers beg to call the particular attention of investors and others to this important sale, and now that the road from the head of Stafford street, through the Town Belt, is completed, this Property is brought within about fifteen minutes' walk of the Post office, and is therefore very desirable for building purposes. Terms very liberal at sale. [562, 1777, 689, 1941]
ad-text: TWO respectable Young Men can find a comfortable home. Apply Davie and White, George street. [834, 693, 961, 731]
ad-text: DRIVER, STEWART, & CO. are favored with instructions from the proprietor to sell by auction, at their Rooms, Custom-house Square, on Saturday, 29th August, at 2 o'clock, 1. All that parcel of Land, extending to 2 1/4 acres, or thereabouts, being Section No. 63 of above township, with the very comfortable Family Residence thereon (formerly occupied by A. F. Irwin, Esq). Outhouses, Orchard, Garden, &c., &c. This property is situated in a most commanding and unique position overlooking Caversham and the view therefrom is unrivalled in the neighborhood of Dunedin. 2. 100 Allotments in the Township of Mary Hill, as per plan. This Township, as a whole, is well worthy the attention of the public. It is situated immediately above Caversham (adjoining the grounds of John Mitchell, Esq.) five minutes' walk from the Railway-station, and virtually within fifteen minutes' walk of the Dunedin Post-office. It is the intention of the proprietor to sell every allotment, and at such prices and terms as will bring them within the reach of all. Title under the Land Transfer Act. Plans on application to the Auctioneers. [562, 457, 689, 790]
ad-text: Admission: Front seats, 3s; second seats, 2s; gallery, 1s. [834, 366, 961, 384]
cast-actor: Mr J. Keogh [917, 154, 961, 164]
ad-title: FREEHOLD BUILDING ALLOTMENTS IN THE GLEN ESTATE. [570, 1750, 681, 1778]
section-heading: Late Advertisements. [290, 35, 417, 50]
fare-place: Balclutha [434, 1681, 470, 1691]
ad-text: PIANOFORTES, Grand and Cottage PIANETTES, in Walnut and Ebony HARMONIUMS, all the latest models. [839, 965, 956, 1002]
classified-ad: TO LET, Furnished Room, with regular grate. Apply Kensington Hotel, or address X, Star office. [426, 144, 553, 183]
ad-text: JUST OPENED, Splendid Tortoiseshell Back Combs, and the new Maria Rolls. [698, 993, 825, 1023]
cast-role: David Deans [834, 163, 881, 173]
news-paragraph: There was considerable debate upon the Licensing Bill in the Legislative Council, and many unimportant amendments have been made. Mr Fox's Bill has received general submission. Mr Waterhouse's amendment, providing that new licenses shall be granted only at the quarterly licensing meeting in June, was carried by 15 to 13. In clause 16, Mr Buckley's amendment, giving twenty-eight instead of twenty-one days' notice, was carried; as also was Mr Richardson's on clause 42 (terminal clause), making the barmaid's working hours from ten to ten; and also Mr Buckley's new clause, that any one convicted of selling adulterated liquor should be for ever disqualified from holding a license. The amendments negatived were on clause 41, to prevent inquiry; on clause 44, restricting the sale of liquors to within a quarter of an hour before the departure of a train; and a new clause providing that a complaint book should be kept at each licensed house, such book to be produced to the Licensing Bench, and to make billiard rooms, etc., come under the operation of the Act. [154, 363, 281, 676]
ad-text: M'LANDRESS, HEPBURN, & CO. have been instructed to sell by auction, at their Rooms, Manse street, on Monday, August, 24, at 2 o'clock, One-eighth of an acre fronting St. Ann street, Roslyn, fenced and improved, together with the newly-erected Four-roomed Dwelling House thereon, adjoining the residence of Mr James Kilgour and Mr Spiers. [698, 554, 825, 664]
section-heading: TENDERS. [698, 1334, 825, 1349]
classified-ad: TO LET, Four-roomed Cottage, with shed. For particulars apply Mr Fogel's store, Water of Leith. [426, 1475, 553, 1513]
classified-ad: IN Consequence of Alterations, Fresh Tenders will be received on or before Thursday, 30th August, 1874. [154, 2002, 281, 2041]
ad-signature: G. H. CAMPBELL, Acting Hon. Sec. [840, 518, 955, 537]
ad-text: Six freehold sections in the Township of Nevada. Title and terms as above. [698, 274, 825, 302]
ad-title: AMERICAN "SINGER," [854, 1506, 941, 1516]
column-6 [694, 32, 830, 1589]
ad-heading: PRELIMINARY NOTICE. [579, 1272, 672, 1282]
ship-icon [698, 697, 825, 720]
classified-ad: WANTED Known - Bona fide prices quoted. Men's Tweed Trousers and Vests, 16s 6d and 21s 6d; good heavy Tweed Trousers, 9s 6d, registered. At A. and T. Inglis's. [426, 777, 553, 834]
ad-text: The above allotments are admirably situated at the north-western limit of the township of Forbury, adjoining the site of the new Railway Workshops, and within ten minutes' walk of the Dunedin Post-office. A platform station of the Southern Railway is about to be erected immediately opposite. Terms of payment, one-fourth cash, and balance in two years, and bearing 8 per cent interest. Title under the Land Transfer Act. Lithograph plans may be obtained on application to the Auctioneers. [562, 253, 689, 397]
divider [426, 1004, 553, 1005]
masthead: THE EVENING STAR, FRIDAY, AUGUST 21, 1874. [350, 3, 764, 22]
ad-text: For the growth of hair use BEISSEL'S CATHARADITE FLUID. [711, 1045, 812, 1073]
column-7 [830, 32, 966, 1753]
ad-text: The above Township will shortly be submitted to public auction. Possessing all advantages desirable for residences, such as good exposure, admirable prospect, proximity to town, &c., and being easy of access by road or rail, it compares most favorably with any Suburban Township yet offered, and cannot fail to commend itself to the public. [562, 1344, 689, 1452]
ad-signature: MASON & WALES, Architects. [160, 2042, 275, 2052]
ad-date: SATURDAY, 29th AUGUST, [575, 403, 676, 413]
ad-text: M'LANDRESS, HEPBURN, & CO. are instructed to sell by auction, at their Rooms, Manse street, on Saturday, 22nd August, at 12 o'clock, the Citizens' Cricket Club Pavilion - to be removed. [290, 158, 417, 223]
divider [562, 794, 689, 795]
divider [290, 238, 417, 239]
classified-ad: WANTED, two good Carpenters for Green Island. Apply Walls, ironmonger, Princes street. [154, 1616, 281, 1654]
ad-sub: CHINA, GLASS, AND EARTHENWARE MERCHANT, [705, 1238, 818, 1256]
divider [426, 1379, 553, 1380]
column-5 [558, 32, 694, 1971]
column-8 [966, 32, 1102, 1460]
classified-ad: TENDERS wanted, on Monday, 24th inst., for trimming and Levelling Land (friendly Societies' Gardens), Sawyer's Bay. Plan and specification with Mr Geddes, Dunedin. [426, 49, 553, 115]
divider [834, 257, 961, 258]
ad-also: Also, [344, 493, 363, 503]
cast-actor: Mr F. Musgrave [902, 163, 961, 173]
ad-terms: Terms at sale. [735, 666, 788, 676]
ad-sub: Lessees - Messrs Steele and Keogh. [845, 71, 950, 90]
divider [290, 820, 417, 821]
news-paragraph: The Opposition were willing last night to go to a division, when Mr Brown rose to move an adjournment. As there was no intention of putting up another speaker, the voices were taken before the House rose. To-day Mr Reeves tried hard, but without success, to induce the Speaker to rule that the question must be put. The speeches this afternoon were very commonplace. [18, 1524, 145, 1632]
ad-date: SATURDAY, 22nd AUGUST, [302, 51, 405, 61]
ad-date: SATURDAY, 22nd AUGUST, [302, 542, 405, 552]
dateline: Nelson, August 20. [74, 133, 145, 143]
ad-date: SATURDAY, 22nd AUGUST, [302, 124, 405, 134]
classified-ad: WANTED Known - Where to get the maximum of quality at the minimum price in Gent's Clothing. At A. and T. Inglis's. [426, 617, 553, 664]
ad-time: At 2 o'clock. [602, 1738, 649, 1748]
ad-sub: Concluding Saturday, 29th August. [848, 324, 947, 343]
section-heading: SHIPPING. [698, 679, 825, 694]
ad-title: NEW TOWNSHIP OF CLYDESDALE, [586, 1284, 665, 1303]
ad-text: Shipping orders issued till 2 p.m., and cargo received till 4 p.m. on Monday. [698, 774, 825, 802]
news-paragraph: There was an enthusiastic public meeting last night in favor of abolition. Resolutions were unanimously passed, praying the Premier to extend the proposed reform to the Middle Island. [18, 352, 145, 407]
ad-title: 24 COCKATOOS AND GOULAHS. [291, 75, 416, 85]
ad-signature: YEEND & CO., Proprietors. [451, 1737, 553, 1747]
section-subheading: [By Electric Telegraph.] [37, 1489, 126, 1499]
ad-time: And Every Evening at Eight, [844, 291, 951, 301]
